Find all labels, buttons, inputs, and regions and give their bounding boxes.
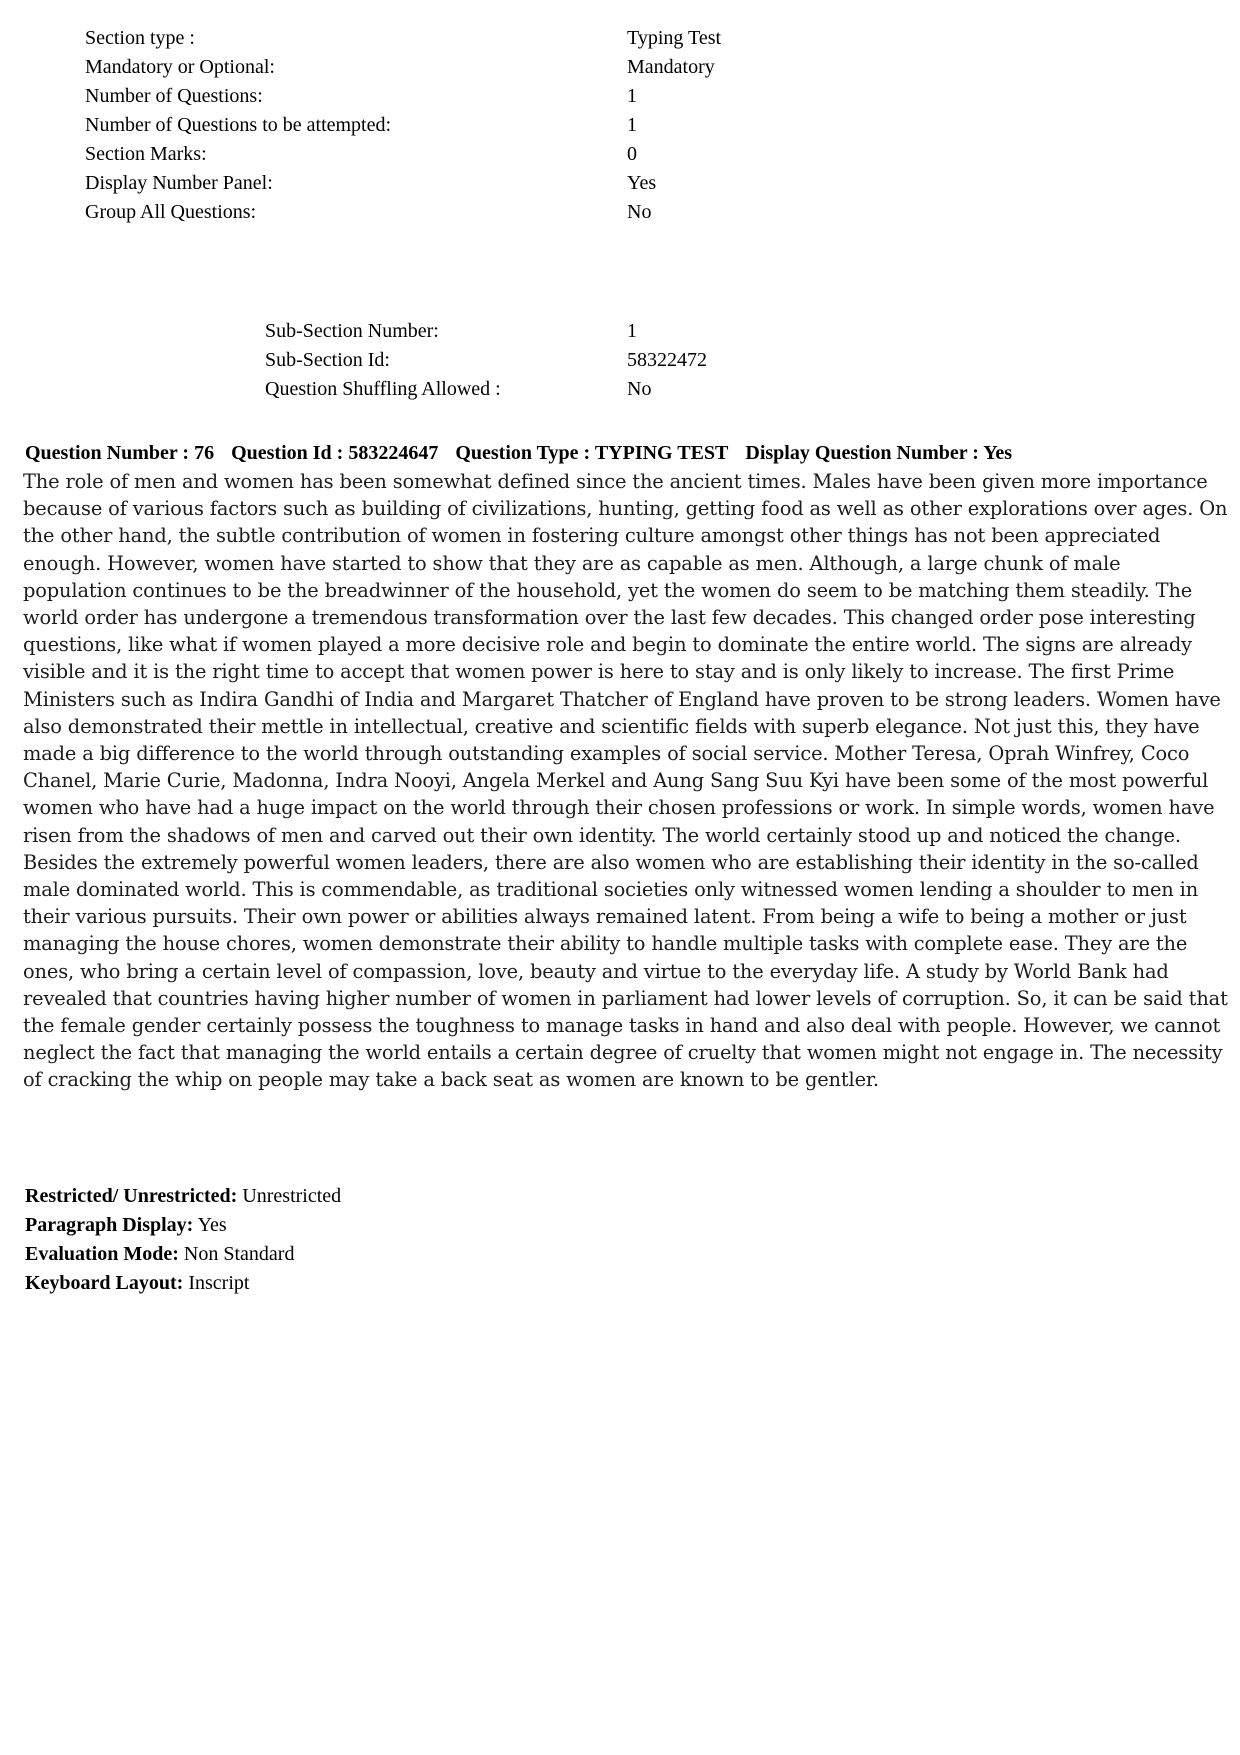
meta-keyboard-layout-label: Keyboard Layout:	[25, 1272, 184, 1294]
section-details-table	[85, 24, 721, 227]
meta-keyboard-layout	[25, 1269, 341, 1298]
subsection-details-table	[265, 317, 707, 404]
meta-restricted	[25, 1182, 341, 1211]
section-row	[85, 198, 721, 227]
subsection-row-value: 58322472	[627, 349, 707, 371]
subsection-row	[265, 317, 707, 346]
meta-evaluation-mode-label: Evaluation Mode:	[25, 1243, 179, 1265]
question-id: Question Id : 583224647	[231, 442, 439, 464]
question-header	[25, 439, 1024, 467]
section-row-label: Section Marks:	[85, 143, 207, 165]
question-number: Question Number : 76	[25, 442, 215, 464]
section-row-label: Number of Questions to be attempted:	[85, 114, 392, 136]
section-row	[85, 169, 721, 198]
meta-paragraph-display-value: Yes	[197, 1214, 227, 1236]
section-row-value: Mandatory	[627, 56, 715, 78]
meta-keyboard-layout-value: Inscript	[188, 1272, 250, 1294]
meta-paragraph-display-label: Paragraph Display:	[25, 1214, 194, 1236]
subsection-row-label: Question Shuffling Allowed :	[265, 378, 501, 400]
section-row-label: Number of Questions:	[85, 85, 263, 107]
question-meta	[25, 1182, 341, 1298]
section-row	[85, 53, 721, 82]
section-row-label: Section type :	[85, 27, 195, 49]
display-question-number: Display Question Number : Yes	[745, 442, 1013, 464]
typing-passage: The role of men and women has been somewhat defined since the ancient times. Males have been given more importance because of various factors such as building of civilizations, hunting, getting food as well as other explorations over ages. On the other hand, the subtle contribution of women in fostering culture amongst other things has not been appreciated enough. However, women have started to show that they are as capable as men. Although, a large chunk of male population continues to be the breadwinner of the household, yet the women do seem to be matching them steadily. The world order has undergone a tremendous transformation over the last few decades. This changed order pose interesting questions, like what if women played a more decisive role and begin to dominate the entire world. The signs are already visible and it is the right time to accept that women power is here to stay and is only likely to increase. The first Prime Ministers such as Indira Gandhi of India and Margaret Thatcher of England have proven to be strong leaders. Women have also demonstrated their mettle in intellectual, creative and scientific fields with superb elegance. Not just this, they have made a big difference to the world through outstanding examples of social service. Mother Teresa, Oprah Winfrey, Coco Chanel, Marie Curie, Madonna, Indra Nooyi, Angela Merkel and Aung Sang Suu Kyi have been some of the most powerful women who have had a huge impact on the world through their chosen professions or work. In simple words, women have risen from the shadows of men and carved out their own identity. The world certainly stood up and noticed the change. Besides the extremely powerful women leaders, there are also women who are establishing their identity in the so-called male dominated world. This is commendable, as traditional societies only witnessed women lending a shoulder to men in their various pursuits. Their own power or abilities always remained latent. From being a wife to being a mother or just managing the house chores, women demonstrate their ability to handle multiple tasks with complete ease. They are the ones, who bring a certain level of compassion, love, beauty and virtue to the everyday life. A study by World Bank had revealed that countries having higher number of women in parliament had lower levels of corruption. So, it can be said that the female gender certainly possess the toughness to manage tasks in hand and also deal with people. However, we cannot neglect the fact that managing the world entails a certain degree of cruelty that women might not engage in. The necessity of cracking the whip on people may take a back seat as women are known to be gentler.	[23, 470, 1228, 1092]
section-row	[85, 24, 721, 53]
meta-evaluation-mode-value: Non Standard	[183, 1243, 295, 1265]
meta-restricted-value: Unrestricted	[242, 1185, 342, 1207]
subsection-row-label: Sub-Section Id:	[265, 349, 390, 371]
subsection-row	[265, 346, 707, 375]
section-row-value: Typing Test	[627, 27, 722, 49]
section-row-value: 0	[627, 143, 637, 165]
subsection-row-value: 1	[627, 320, 637, 342]
meta-restricted-label: Restricted/ Unrestricted:	[25, 1185, 238, 1207]
section-row-label: Mandatory or Optional:	[85, 56, 275, 78]
subsection-row-value: No	[627, 378, 652, 400]
section-row	[85, 111, 721, 140]
section-row	[85, 140, 721, 169]
subsection-row-label: Sub-Section Number:	[265, 320, 439, 342]
subsection-row	[265, 375, 707, 404]
section-row-value: 1	[627, 85, 637, 107]
section-row-value: Yes	[627, 172, 657, 194]
section-row-label: Group All Questions:	[85, 201, 257, 223]
meta-paragraph-display	[25, 1211, 341, 1240]
question-type: Question Type : TYPING TEST	[455, 442, 729, 464]
section-row-value: No	[627, 201, 652, 223]
section-row-value: 1	[627, 114, 637, 136]
section-row-label: Display Number Panel:	[85, 172, 273, 194]
section-row	[85, 82, 721, 111]
meta-evaluation-mode	[25, 1240, 341, 1269]
